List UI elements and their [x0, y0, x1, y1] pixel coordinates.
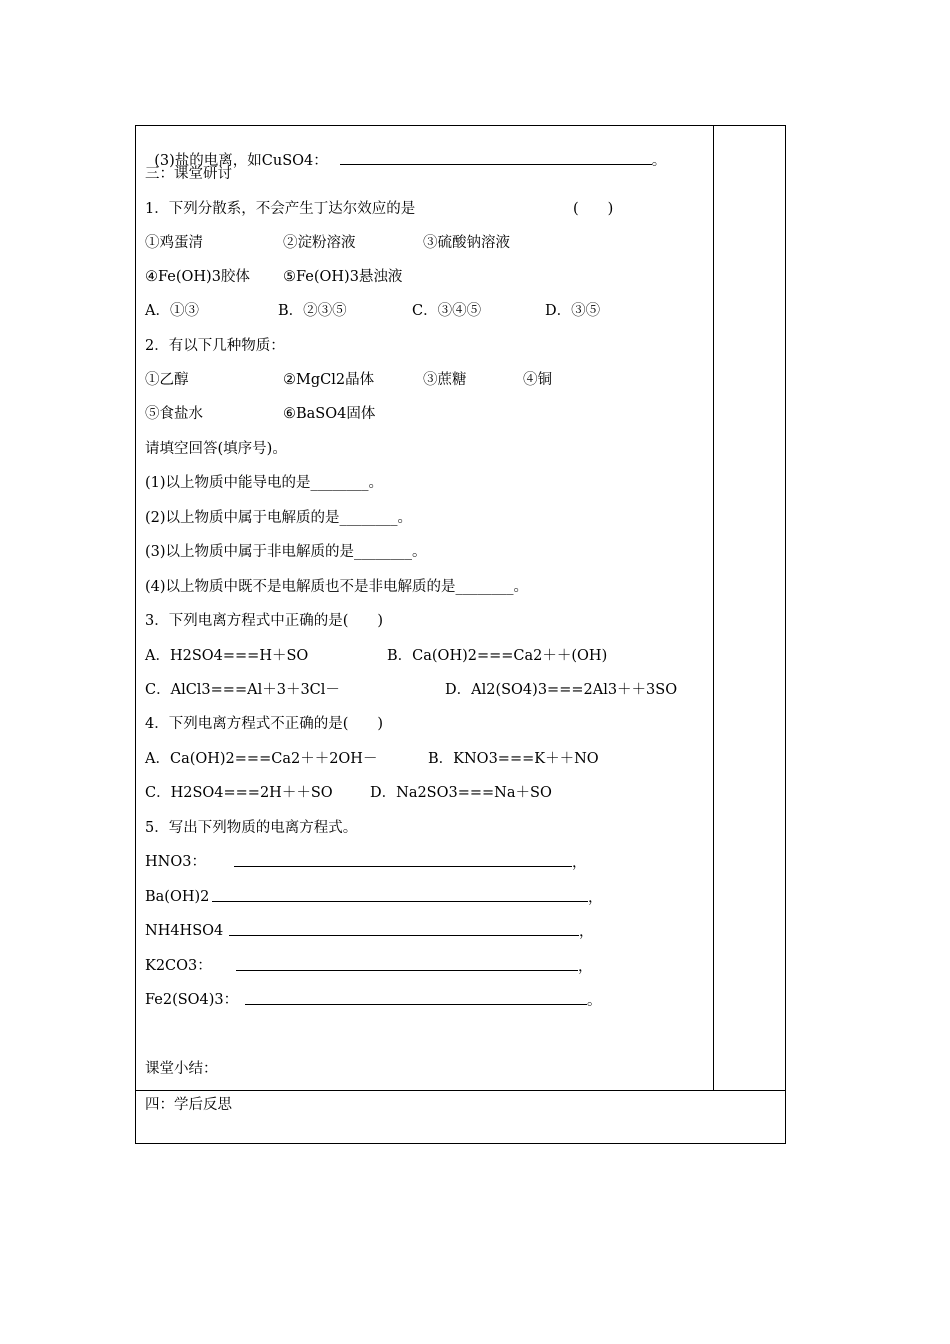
- q2-item: ⑤食盐水: [145, 406, 203, 422]
- punctuation: ，: [578, 959, 593, 975]
- q1-item: ⑤Fe(OH)3悬浊液: [283, 269, 403, 285]
- q5-answer-line[interactable]: [234, 852, 587, 873]
- q5-label: HNO3：: [145, 854, 206, 870]
- q5-label: Fe2(SO4)3：: [145, 992, 239, 1008]
- q2-item: ④铜: [523, 372, 552, 388]
- q2-item: ①乙醇: [145, 372, 189, 388]
- answer-blank[interactable]: [236, 956, 578, 971]
- q3-option-d[interactable]: D．Al2(SO4)3===2Al3＋＋3SO: [445, 682, 678, 698]
- q3-option-a[interactable]: A．H2SO4===H＋SO: [145, 648, 309, 664]
- q2-sub-question[interactable]: (1)以上物质中能导电的是________。: [145, 475, 384, 491]
- q2-instruction: 请填空回答(填序号)。: [145, 441, 287, 457]
- punctuation: 。: [587, 993, 602, 1009]
- section4-title: 四：学后反思: [145, 1097, 232, 1113]
- q2-sub-question[interactable]: (2)以上物质中属于电解质的是________。: [145, 510, 413, 526]
- q5-stem: 5．写出下列物质的电离方程式。: [145, 820, 358, 836]
- q1-item: ④Fe(OH)3胶体: [145, 269, 250, 285]
- q3-option-c[interactable]: C．AlCl3===Al＋3＋3Cl－: [145, 682, 340, 698]
- q1-option-c[interactable]: C．③④⑤: [412, 303, 482, 319]
- punctuation: ，: [579, 924, 594, 940]
- q1-item: ②淀粉溶液: [283, 235, 356, 251]
- punctuation: ，: [572, 855, 587, 871]
- punctuation: 。: [651, 153, 667, 169]
- q4-stem: 4．下列电离方程式不正确的是( ): [145, 716, 384, 732]
- q1-option-a[interactable]: A．①③: [145, 303, 199, 319]
- section3-title: 三：课堂研讨: [145, 166, 232, 182]
- summary-label: 课堂小结：: [145, 1061, 218, 1077]
- q4-option-d[interactable]: D．Na2SO3===Na＋SO: [370, 785, 552, 801]
- row-divider: [135, 1090, 786, 1091]
- q1-item: ③硫酸钠溶液: [423, 235, 510, 251]
- answer-blank[interactable]: [229, 921, 579, 936]
- q4-option-b[interactable]: B．KNO3===K＋＋NO: [428, 751, 599, 767]
- answer-blank[interactable]: [340, 150, 652, 165]
- q5-label: NH4HSO4: [145, 923, 224, 939]
- q3-stem: 3．下列电离方程式中正确的是( ): [145, 613, 384, 629]
- answer-blank[interactable]: [234, 852, 572, 867]
- q5-answer-line[interactable]: [212, 887, 603, 908]
- q2-stem: 2．有以下几种物质：: [145, 338, 285, 354]
- q1-stem: 1．下列分散系，不会产生丁达尔效应的是: [145, 201, 416, 217]
- q5-answer-line[interactable]: [236, 956, 593, 977]
- punctuation: ，: [588, 890, 603, 906]
- q2-sub-question[interactable]: (4)以上物质中既不是电解质也不是非电解质的是________。: [145, 579, 529, 595]
- q2-item: ⑥BaSO4固体: [283, 406, 376, 422]
- q3-option-b[interactable]: B．Ca(OH)2===Ca2＋＋(OH): [387, 648, 608, 664]
- column-divider: [713, 125, 714, 1090]
- q4-option-c[interactable]: C．H2SO4===2H＋＋SO: [145, 785, 333, 801]
- q2-item: ②MgCl2晶体: [283, 372, 375, 388]
- q1-answer-paren[interactable]: ( ): [573, 201, 614, 217]
- q2-item: ③蔗糖: [423, 372, 467, 388]
- q5-answer-line[interactable]: [245, 990, 602, 1011]
- q5-label: Ba(OH)2: [145, 889, 210, 905]
- salt-ionization-text: (3)盐的电离，如CuSO4：: [154, 153, 328, 169]
- q1-item: ①鸡蛋清: [145, 235, 203, 251]
- answer-blank[interactable]: [245, 990, 587, 1005]
- answer-blank[interactable]: [212, 887, 588, 902]
- q1-option-d[interactable]: D．③⑤: [545, 303, 601, 319]
- q4-option-a[interactable]: A．Ca(OH)2===Ca2＋＋2OH－: [145, 751, 378, 767]
- q1-option-b[interactable]: B．②③⑤: [278, 303, 347, 319]
- q5-label: K2CO3：: [145, 958, 212, 974]
- q5-answer-line[interactable]: [229, 921, 594, 942]
- q2-sub-question[interactable]: (3)以上物质中属于非电解质的是________。: [145, 544, 427, 560]
